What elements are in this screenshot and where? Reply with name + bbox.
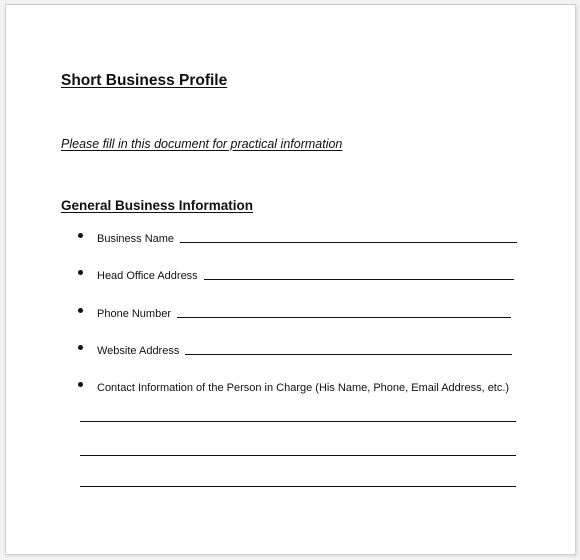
field-website-address (78, 341, 518, 357)
bullet-icon (78, 270, 83, 275)
document-subtitle: Please fill in this document for practical information (61, 137, 343, 151)
business-name-line[interactable] (180, 242, 517, 243)
document-title: Short Business Profile (61, 72, 228, 89)
head-office-address-line[interactable] (204, 279, 514, 280)
bullet-icon (78, 308, 83, 313)
field-phone-number (78, 304, 518, 320)
website-address-line[interactable] (185, 354, 512, 355)
contact-blank-line[interactable] (80, 486, 516, 487)
field-contact-information (78, 378, 518, 394)
document-page (5, 4, 576, 555)
field-label: Contact Information of the Person in Charge (His Name, Phone, Email Address, etc.) (97, 382, 510, 394)
field-label: Business Name (97, 233, 175, 245)
field-label: Website Address (97, 345, 180, 357)
field-label: Head Office Address (97, 270, 198, 282)
bullet-icon (78, 345, 83, 350)
field-label: Phone Number (97, 308, 171, 320)
field-business-name (78, 229, 518, 245)
phone-number-line[interactable] (177, 317, 511, 318)
contact-blank-line[interactable] (80, 455, 516, 456)
section-heading: General Business Information (61, 198, 254, 213)
bullet-icon (78, 382, 83, 387)
field-head-office-address (78, 266, 518, 282)
bullet-icon (78, 233, 83, 238)
contact-blank-line[interactable] (80, 421, 516, 422)
